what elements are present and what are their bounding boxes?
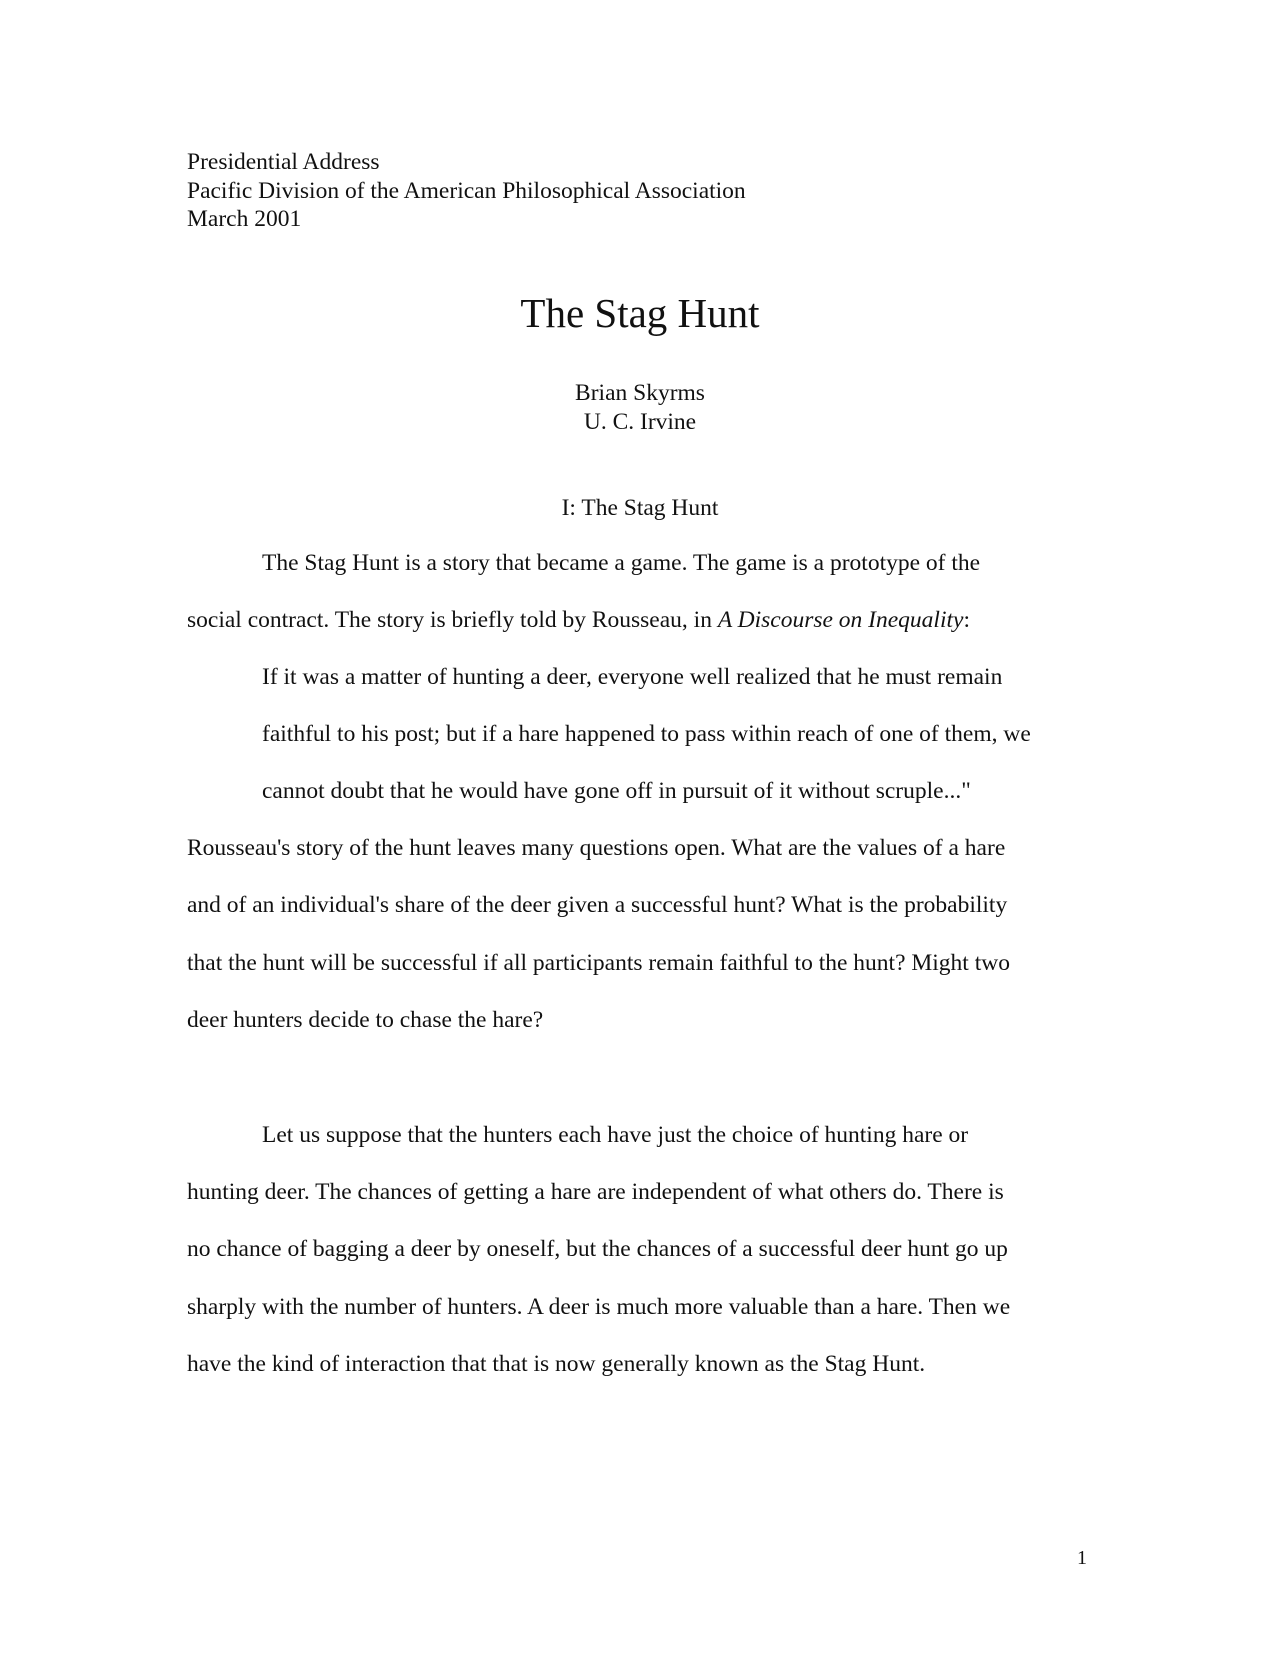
author-block [0,379,1280,436]
book-title-italic: A Discourse on Inequality [717,607,964,633]
header-line-division: Pacific Division of the American Philosophical Association [187,177,746,204]
paragraph3-line3: no chance of bagging a deer by oneself, but the chances of a successful deer hunt go up [187,1236,1008,1262]
paragraph3-line5: have the kind of interaction that that is now generally known as the Stag Hunt. [187,1351,926,1377]
paragraph2-line2: and of an individual's share of the deer given a successful hunt? What is the probability [187,892,1008,918]
quote-line2: faithful to his post; but if a hare happened to pass within reach of one of them, we [262,721,1031,747]
paragraph1-line2 [187,606,970,634]
paragraph3-line2: hunting deer. The chances of getting a hare are independent of what others do. There is [187,1179,1004,1205]
quote-line3: cannot doubt that he would have gone off in pursuit of it without scruple..." [262,778,971,804]
paragraph1-line2-colon: : [963,607,970,633]
paragraph3-line4: sharply with the number of hunters. A deer is much more valuable than a hare. Then we [187,1294,1011,1320]
author-affiliation: U. C. Irvine [583,408,697,435]
paragraph3-line1: Let us suppose that the hunters each have just the choice of hunting hare or [262,1122,969,1148]
section-heading: I: The Stag Hunt [561,495,719,521]
paragraph1-line1: The Stag Hunt is a story that became a game. The game is a prototype of the [262,550,981,576]
address-header [187,148,746,234]
paragraph2-line4: deer hunters decide to chase the hare? [187,1007,544,1033]
author-name: Brian Skyrms [575,380,705,406]
header-line-address: Presidential Address [187,149,380,175]
page-number: 1 [1077,1547,1087,1569]
paragraph2-line1: Rousseau's story of the hunt leaves many questions open. What are the values of a hare [187,835,1006,861]
header-line-date: March 2001 [187,206,302,232]
quote-line1: If it was a matter of hunting a deer, everyone well realized that he must remain [262,664,1003,690]
paper-title: The Stag Hunt [520,290,760,336]
paragraph2-line3: that the hunt will be successful if all participants remain faithful to the hunt? Might two [187,950,1010,976]
paragraph1-line2-text: social contract. The story is briefly told by Rousseau, in [187,607,718,633]
